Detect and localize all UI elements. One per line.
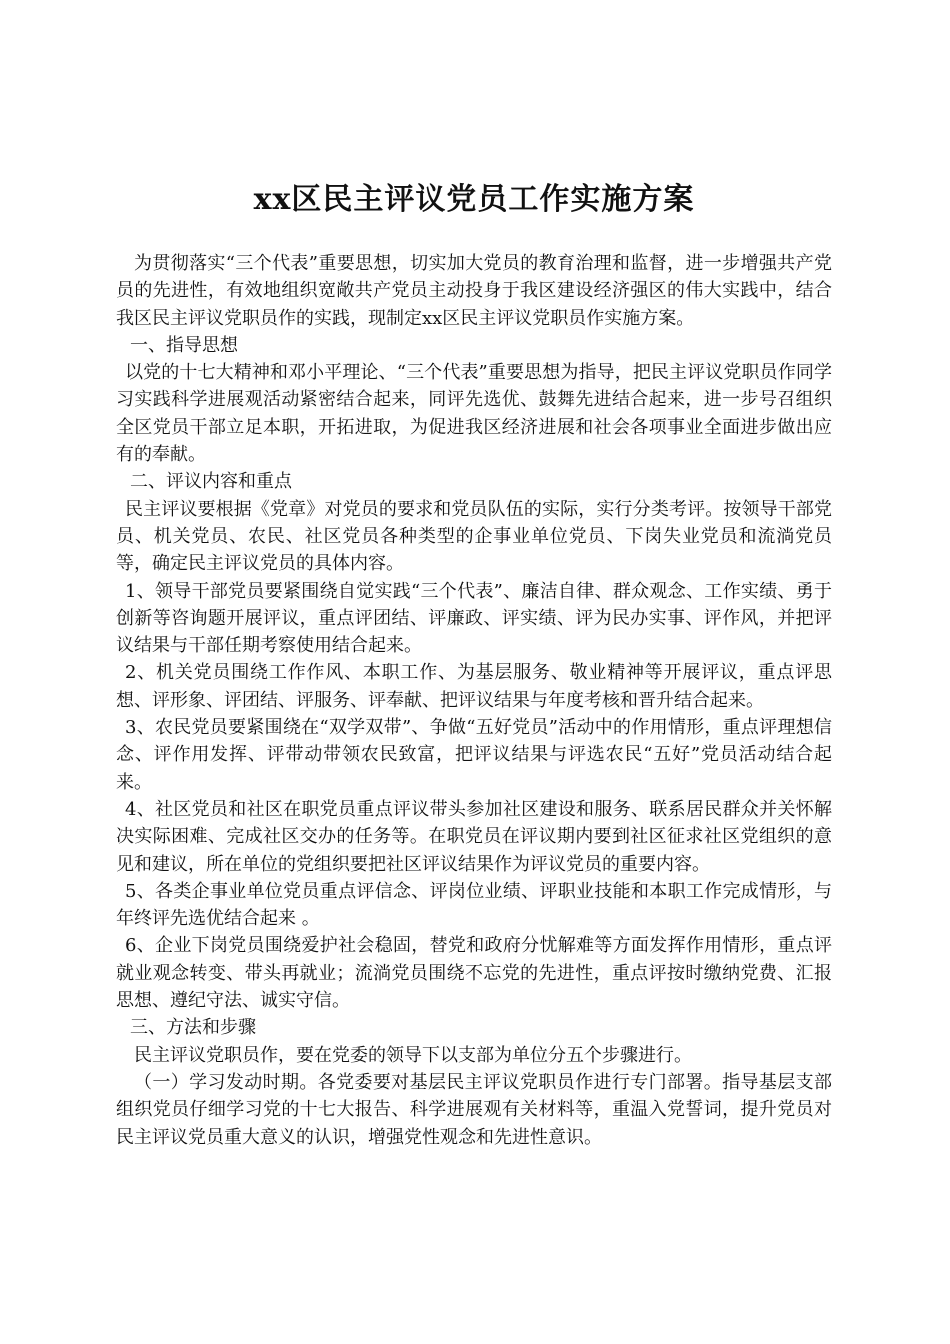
paragraph-item-6: 6、企业下岗党员围绕爱护社会稳固，替党和政府分忧解难等方面发挥作用情形，重点评就业观念转变、带头再就业；流淌党员围绕不忘党的先进性，重点评按时缴纳党费、汇报思想、遵纪守法、诚实守信。: [116, 935, 832, 1012]
section-heading-methods-steps: 三、方法和步骤: [130, 1017, 256, 1039]
paragraph-step-1: （一）学习发动时期。各党委要对基层民主评议党职员作进行专门部署。指导基层支部组织党员仔细学习党的十七大报告、科学进展观有关材料等，重温入党誓词，提升党员对民主评议党员重大意义的认识，增强党性观念和先进性意识。: [116, 1071, 832, 1148]
paragraph-content-focus: 民主评议要根据《党章》对党员的要求和党员队伍的实际，实行分类考评。按领导干部党员、机关党员、农民、社区党员各种类型的企事业单位党员、下岗失业党员和流淌党员等，确定民主评议党员的具体内容。: [116, 498, 832, 575]
paragraph-item-5: 5、各类企事业单位党员重点评信念、评岗位业绩、评职业技能和本职工作完成情形，与年终评先选优结合起来 。: [116, 880, 832, 930]
paragraph-item-1: 1、领导干部党员要紧围绕自觉实践“三个代表”、廉洁自律、群众观念、工作实绩、勇于创新等咨询题开展评议，重点评团结、评廉政、评实绩、评为民办实事、评作风，并把评议结果与干部任期考察使用结合起来。: [116, 580, 832, 657]
paragraph-item-2: 2、机关党员围绕工作作风、本职工作、为基层服务、敬业精神等开展评议，重点评思想、评形象、评团结、评服务、评奉献、把评议结果与年度考核和晋升结合起来。: [116, 662, 832, 711]
paragraph-intro: 为贯彻落实“三个代表”重要思想，切实加大党员的教育治理和监督，进一步增强共产党员的先进性，有效地组织宽敞共产党员主动投身于我区建设经济强区的伟大实践中，结合我区民主评议党职员作的实践，现制定xx区民主评议党职员作实施方案。: [116, 253, 832, 329]
section-heading-content-focus: 二、评议内容和重点: [130, 471, 292, 493]
document-page: [116, 178, 832, 1151]
paragraph-guiding-thought: 以党的十七大精神和邓小平理论、“三个代表”重要思想为指导，把民主评议党职员作同学习实践科学进展观活动紧密结合起来，同评先选优、鼓舞先进结合起来，进一步号召组织全区党员干部立足本职，开拓进取，为促进我区经济进展和社会各项事业全面进步做出应有的奉献。: [116, 362, 832, 466]
paragraph-item-4: 4、社区党员和社区在职党员重点评议带头参加社区建设和服务、联系居民群众并关怀解决实际困难、完成社区交办的任务等。在职党员在评议期内要到社区征求社区党组织的意见和建议，所在单位的党组织要把社区评议结果作为评议党员的重要内容。: [116, 798, 832, 875]
section-heading-guiding-thought: 一、指导思想: [130, 334, 238, 356]
paragraph-item-3: 3、农民党员要紧围绕在“双学双带”、争做“五好党员”活动中的作用情形，重点评理想信念、评作用发挥、评带动带领农民致富，把评议结果与评选农民“五好”党员活动结合起来。: [116, 717, 832, 793]
paragraph-methods-intro: 民主评议党职员作，要在党委的领导下以支部为单位分五个步骤进行。: [134, 1044, 692, 1066]
document-title: xx区民主评议党员工作实施方案: [253, 182, 695, 217]
